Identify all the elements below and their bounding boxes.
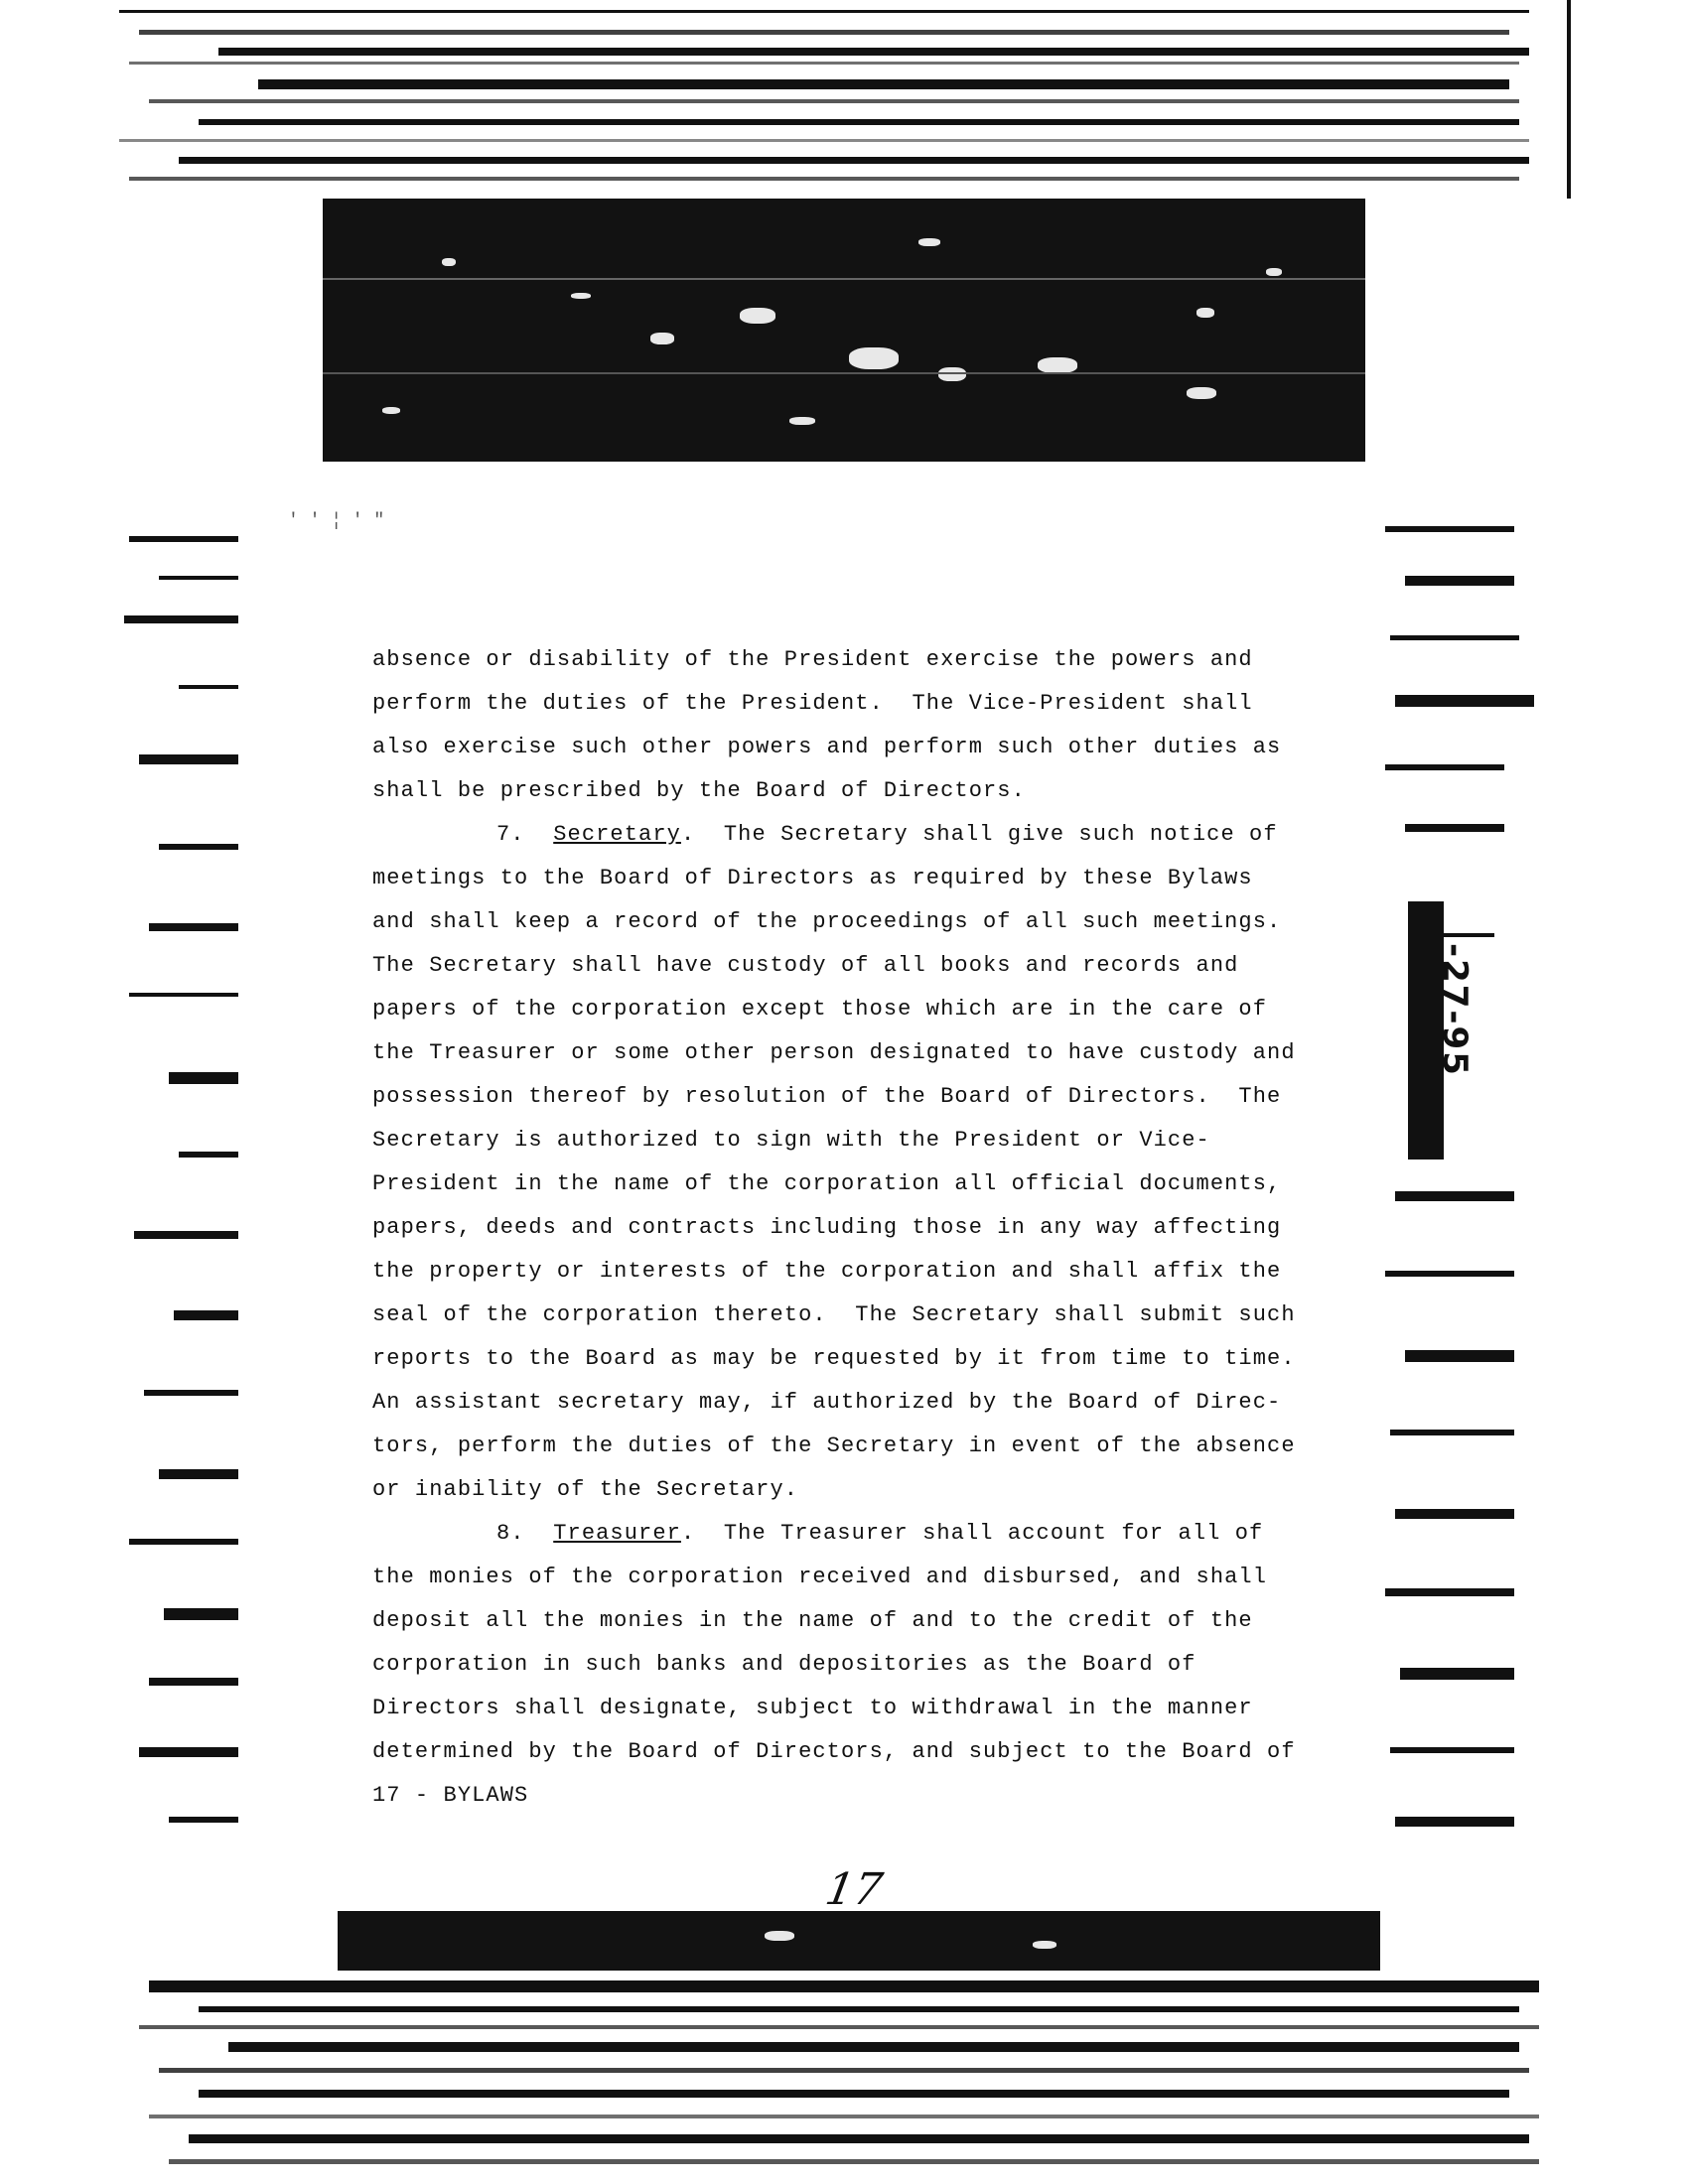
- margin-marks: ' ' ¦ ' ": [288, 511, 385, 531]
- paragraph-line: the monies of the corporation received and disbursed, and shall: [372, 1565, 1268, 1589]
- bottom-scan-artifacts: [0, 1971, 1688, 2184]
- paragraph-line: Secretary is authorized to sign with the President or Vice-: [372, 1128, 1210, 1153]
- paragraph-line: meetings to the Board of Directors as required by these Bylaws: [372, 866, 1253, 890]
- paragraph-line: seal of the corporation thereto. The Secretary shall submit such: [372, 1302, 1296, 1327]
- paragraph-line: perform the duties of the President. The Vice-President shall: [372, 691, 1253, 716]
- section-8-heading: Treasurer: [553, 1521, 681, 1546]
- paragraph-line: papers, deeds and contracts including those in any way affecting: [372, 1215, 1282, 1240]
- top-dark-scan-block: [323, 199, 1365, 462]
- paragraph-line: President in the name of the corporation all official documents,: [372, 1171, 1282, 1196]
- paragraph-line: and shall keep a record of the proceedings of all such meetings.: [372, 909, 1282, 934]
- paragraph-line: the Treasurer or some other person designated to have custody and: [372, 1040, 1296, 1065]
- page-footer: 17 - BYLAWS: [372, 1783, 529, 1808]
- paragraph-line: Directors shall designate, subject to withdrawal in the manner: [372, 1696, 1253, 1720]
- paragraph-line: the property or interests of the corporation and shall affix the: [372, 1259, 1282, 1284]
- paragraph-line: deposit all the monies in the name of and to the credit of the: [372, 1608, 1253, 1633]
- section-7-heading: Secretary: [553, 822, 681, 847]
- paragraph-line: papers of the corporation except those which are in the care of: [372, 997, 1268, 1022]
- section-8-number: 8.: [496, 1521, 525, 1546]
- top-scan-artifacts: [0, 0, 1688, 199]
- paragraph-line: tors, perform the duties of the Secretary in event of the absence: [372, 1433, 1296, 1458]
- right-scan-artifacts: [1375, 496, 1574, 1886]
- section-8-first-line-text: The Treasurer shall account for all of: [695, 1521, 1264, 1546]
- paragraph-line: corporation in such banks and depositories as the Board of: [372, 1652, 1196, 1677]
- paragraph-line: absence or disability of the President exercise the powers and: [372, 647, 1253, 672]
- paragraph-line: also exercise such other powers and perform such other duties as: [372, 735, 1282, 759]
- section-8-first-line: 8. Treasurer. The Treasurer shall account for all of: [496, 1521, 1264, 1546]
- handwritten-page-number: 17: [821, 1864, 887, 1915]
- paragraph-line: reports to the Board as may be requested by it from time to time.: [372, 1346, 1296, 1371]
- left-scan-artifacts: [119, 516, 243, 1886]
- paragraph-line: or inability of the Secretary.: [372, 1477, 799, 1502]
- section-7-first-line-text: The Secretary shall give such notice of: [695, 822, 1278, 847]
- paragraph-line: possession thereof by resolution of the Board of Directors. The: [372, 1084, 1282, 1109]
- section-7-number: 7.: [496, 822, 525, 847]
- paragraph-line: determined by the Board of Directors, and subject to the Board of: [372, 1739, 1296, 1764]
- paragraph-line: An assistant secretary may, if authorized by the Board of Direc-: [372, 1390, 1282, 1415]
- section-7-first-line: 7. Secretary. The Secretary shall give such notice of: [496, 822, 1278, 847]
- bottom-dark-scan-block: [338, 1911, 1380, 1971]
- paragraph-line: shall be prescribed by the Board of Directors.: [372, 778, 1026, 803]
- paragraph-line: The Secretary shall have custody of all books and records and: [372, 953, 1239, 978]
- margin-stamp: -27-95: [1435, 943, 1475, 1077]
